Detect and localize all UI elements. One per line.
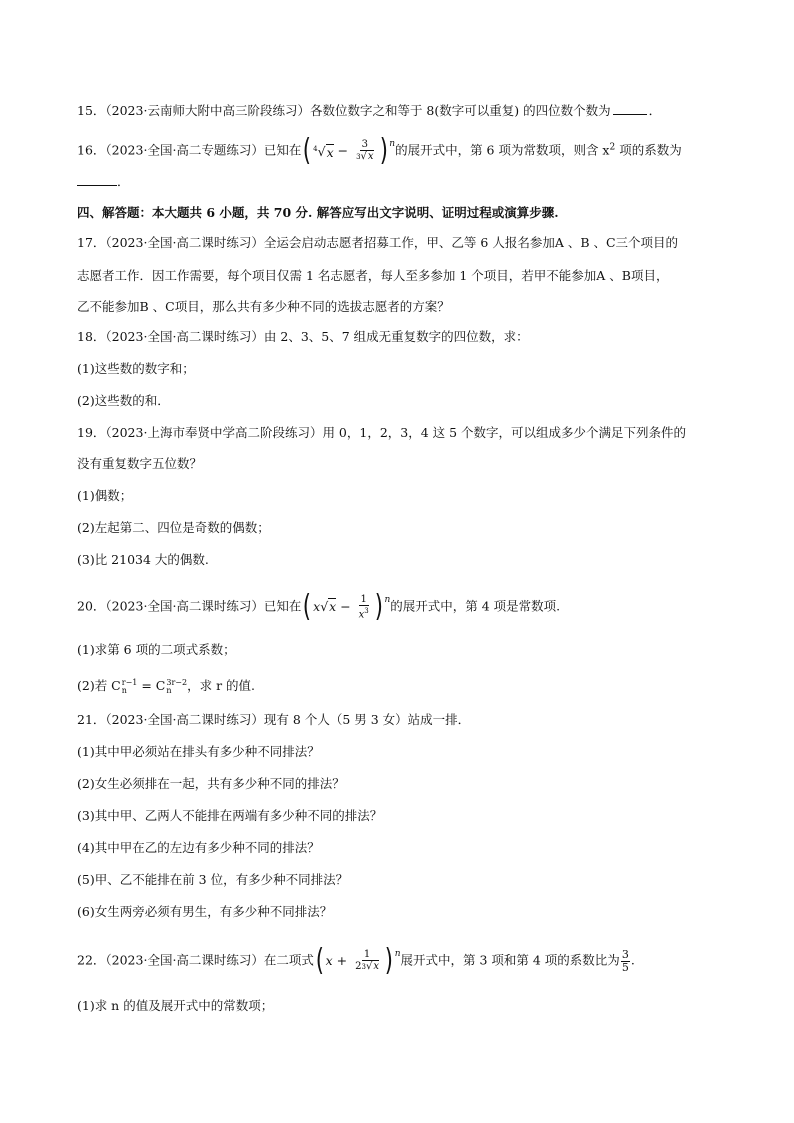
question-18-part-2: (2)这些数的和． [77,393,170,408]
q15-blank [613,102,647,115]
question-17-line-3: 乙不能参加B 、C项目，那么共有多少种不同的选拔志愿者的方案？ [77,299,450,314]
question-17-line-1: 17．（2023·全国·高二课时练习）全运会启动志愿者招募工作，甲、乙等 6 人报名参加A 、B 、C三个项目的 [77,235,679,250]
q16-fraction: $\frac{3}{3√x}$ [356,139,374,162]
question-17-line-2: 志愿者工作．因工作需要，每个项目仅需 1 名志愿者，每人至多参加 1 个项目，若甲不能参加A 、B项目， [77,268,669,283]
question-19-part-3: (3)比 21034 大的偶数. [77,552,209,567]
question-21-part-5: (5)甲、乙不能排在前 3 位，有多少种不同排法？ [77,872,349,887]
q15-text: 15．（2023·云南师大附中高三阶段练习）各数位数字之和等于 8(数字可以重复) 的四位数个数为 [77,103,611,118]
q22-exponent: n [394,949,401,959]
q20-fraction: $\frac{1}{x^3}$ [358,593,369,621]
question-19-part-2: (2)左起第二、四位是奇数的偶数； [77,520,270,535]
q16-end: ． [117,174,130,189]
question-19-part-1: (1)偶数； [77,488,133,503]
q22-text: 22．（2023·全国·高二课时练习）在二项式 [77,952,314,968]
q20-text: 20．（2023·全国·高二课时练习）已知在 [77,598,302,614]
q16-rest2: 项的系数为 [615,142,682,158]
question-21-part-4: (4)其中甲在乙的左边有多少种不同的排法？ [77,840,320,855]
q16-blank [77,173,117,186]
question-21-line-1: 21．（2023·全国·高二课时练习）现有 8 个人（5 男 3 女）站成一排． [77,712,471,727]
q16-exponent: n [389,139,396,149]
question-16-blank-line [77,172,130,192]
q16-text: 16．（2023·全国·高二专题练习）已知在 [77,142,302,158]
q22-binomial-expression: ( x + $\frac{1}{23√x}$ ) n [315,943,401,978]
question-18-part-1: (1)这些数的数字和； [77,361,195,376]
question-21-part-3: (3)其中甲、乙两人不能排在两端有多少种不同的排法？ [77,808,383,823]
section-4-heading: 四、解答题：本大题共 6 小题，共 70 分. 解答应写出文字说明、证明过程或演算步骤. [77,205,559,220]
q16-rest: 的展开式中，第 6 项为常数项，则含 x [395,142,610,158]
question-20-part-1: (1)求第 6 项的二项式系数； [77,642,236,657]
q20-exponent: n [384,595,391,605]
question-22: 22．（2023·全国·高二课时练习）在二项式 ( x + $\frac{1}{23√x}$ ) n 展开式中，第 3 项和第 4 项的系数比为 $\frac{3}{5}$ . [77,943,635,978]
question-15 [77,101,661,121]
q16-binomial-expression: ( $^4$√x − $\frac{3}{3√x}$ ) n [303,133,396,168]
q22-ratio: $\frac{3}{5}$ [621,947,629,974]
q16-power: 2 [609,142,616,153]
question-18-line-1: 18．（2023·全国·高二课时练习）由 2、3、5、7 组成无重复数字的四位数，求： [77,329,529,344]
question-21-part-1: (1)其中甲必须站在排头有多少种不同排法？ [77,744,320,759]
question-16 [77,133,682,168]
question-21-part-2: (2)女生必须排在一起，共有多少种不同的排法？ [77,776,345,791]
question-19-line-2: 没有重复数字五位数？ [77,456,203,471]
q15-end: ． [648,103,662,118]
q20-binomial-expression: ( x √x − $\frac{1}{x^3}$ ) n [303,589,391,624]
q22-rest: 展开式中，第 3 项和第 4 项的系数比为 [400,952,620,968]
question-19-line-1: 19．（2023·上海市奉贤中学高二阶段练习）用 0，1，2，3，4 这 5 个数字，可以组成多少个满足下列条件的 [77,425,687,440]
q22-fraction: $\frac{1}{23√x}$ [355,949,379,972]
q16-root: $^4$√x [313,144,334,160]
question-20-part-2: (2)若 C r−1 n = C 3r−2 n ，求 r 的值. [77,677,255,695]
q20-rest: 的展开式中，第 4 项是常数项. [390,598,561,614]
question-22-part-1: (1)求 n 的值及展开式中的常数项； [77,998,274,1013]
question-20 [77,589,561,624]
question-21-part-6: (6)女生两旁必须有男生，有多少种不同排法？ [77,904,333,919]
